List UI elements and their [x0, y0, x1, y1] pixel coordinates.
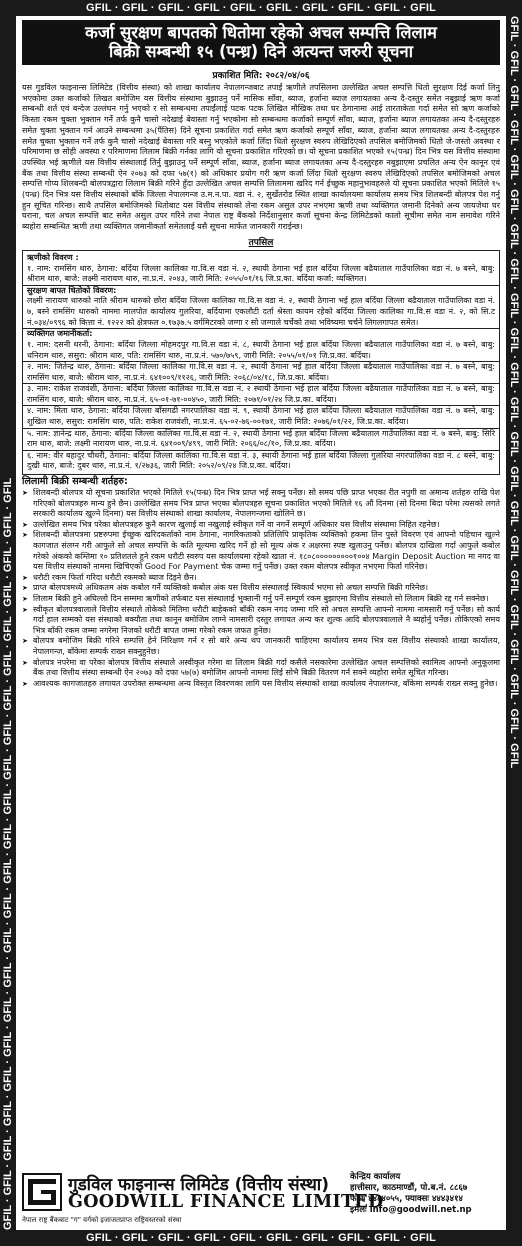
- intro-paragraph: यस गुडविल फाइनान्स लिमिटेड (वित्तीय संस्था) को शाखा कार्यालय नेपालगन्जबाट तपाईं ऋणीले तपसिलमा उल्लेखित अचल सम्पत्ति धितो सुरक्षण दिई कर्जा लिनु भएकोमा उक्त कर्जाको लिखत बमोजिम यस वित्तीय संस्थामा बुझाउनु पर्ने मासिक साँवा, ब्याज, हर्जाना ब्याज लगायतका अन्य दै-दस्तुर समेत नबुझाई ऋण कर्जा सम्बन्धी शर्त एवं बन्देज उल्लंघन गर्नु भएको र सो सम्बन्धमा तपाईंलाई पटक पटक लिखित मौखिक तथा घर ठेगानामा आई तारताकेता गर्दा समेत सो ऋण कर्जाको किस्ता रकम चुक्ता भुक्तान गर्ने तर्फ कुनै चासो नदेखाई बेवास्ता गर्नु भएकोमा सो सम्बन्धमा कर्जाको सम्पूर्ण साँवा, ब्याज, हर्जाना ब्याज लगायतका अन्य दै-दस्तुरहरु समेत चुक्ता भुक्तान गर्न आउने सम्बन्धमा ३५(पैंतिस) दिने सूचना प्रकाशित गर्दा समेत ऋण कर्जाको सम्पूर्ण साँवा, ब्याज, हर्जाना ब्याज लगायतका अन्य दै-दस्तुरहरु समेत चुक्ता भुक्तान गर्ने तर्फ कुनै चासो नदेखाई बेवास्ता गरि बस्नु भएकोले कर्जा लिँदा धितो सुरक्षण स्वरुप लेखिदिएको तपसिल बमोजिमको धितो जे-जस्तो अवस्था र परिमाणमा छ सोही अवस्था र परिमाणमा लिलाम बिक्री गर्नका लागि यो सूचना प्रकाशित गरिएको छ। यो सूचना प्रकाशित भएको १५(पन्ध्र) दिन भित्र यस वित्तीय संस्थामा उपस्थित भई ऋणीले यस वित्तीय संस्थालाई तिर्नु बुझाउनु पर्ने सम्पूर्ण साँवा, ब्याज, हर्जाना ब्याज लगायतका अन्य दै-दस्तुरहरु नबुझाएमा प्रचलित अन्य ऐन कानून एवं बैंक तथा वित्तीय संस्था सम्बन्धी ऐन २०७३ को दफा ५७(१) को अधिकार प्रयोग गरी ऋण कर्जा लिँदा धितो सुरक्षण स्वरुप लेखिदिएको तपसिल बमोजिमको अचल सम्पत्ति गोप्य शिलबन्दी बोलपत्रद्वारा लिलाम बिक्री गरिने हुँदा उल्लेखित अचल सम्पत्ति लिलाममा खरिद गर्न ईच्छुक महानुभावहरुले यो सूचना प्रकाशित भएको मितिले १५ (पन्ध्र) दिन भित्र यस वित्तीय संस्थाको बाँके जिल्ला नेपालगन्ज उ.म.न.पा. वडा नं. २, सुर्खेतरोड स्थित शाखा कार्यालयमा कार्यालय समय भित्र शिलबन्दी बोलपत्र पेश गर्नु हुन सूचित गरिन्छ। साथै तपसिल बमोजिमको धितोबाट यस वित्तीय संस्थाको लेना रकम असुल उपर नभएमा ऋणी तथा व्यक्तिगत जमानी दिनेको अन्य जायजेथा घर घराना, चल अचल सम्पत्ति बाट समेत असुल उपर गरिने तथा नेपाल राष्ट्र बैंकको निर्देशानुसार कर्जा सूचना केन्द्र लिमिटेडको कालो सूचीमा समेत नाम समावेश गरिने ब्यहोरा सम्बन्धित ऋणी तथा व्यक्तिगत जमानीकर्ता समेतलाई यसै सूचना मार्फत जानकारी गराईन्छ।: [22, 83, 500, 232]
- guarantor-item: ३. नाम: राकेश राजवंशी, ठेगाना: बर्दिया जिल्ला कालिका गा.वि.स वडा नं. २ स्थायी ठेगाना भई हाल बर्दिया जिल्ला बढैयाताल गाउँपालिका वडा नं. ७ बस्ने, बाबु: रामसिंग थारु, बाजे: श्रीराम थारु, ना.प्र.नं. ६५-०१-७१-००४५०, जारी मिति: २०७१/०१/२४ जि.प्र.का. बर्दिया।: [27, 384, 495, 404]
- details-box: [22, 250, 500, 475]
- office-title: केन्द्रिय कार्यालय: [350, 1172, 401, 1182]
- term-item: ➤ धरौटी रकम फिर्ता गरिदा धरौटी रकमको ब्याज दिइने छैन।: [22, 573, 500, 584]
- company-logo-icon: [22, 1173, 62, 1211]
- notice-headline: [22, 20, 500, 65]
- border-left-text: GFIL · GFIL · GFIL · GFIL · GFIL · GFIL · GFIL · GFIL · GFIL · GFIL · GFIL · GFIL · GFIL · GFIL · GFIL · GFIL · GFIL · GFIL · GFIL · GFIL · GFIL · GFIL: [2, 477, 14, 1230]
- footer: [22, 1170, 500, 1226]
- terms-list: [22, 488, 500, 689]
- borrower-detail: १. नाम: रामसिंग थारु, ठेगाना: बर्दिया जिल्ला कालिका गा.वि.स वडा नं. २, स्थायी ठेगाना भई हाल बर्दिया जिल्ला बढैयाताल गाउँपालिका वडा नं. ७ बस्ने, बाबु: श्रीराम थारु, बाजे: लक्ष्मी नारायण थारु, ना.प्र.नं. २०४३, जारी मिति: २०५५/०१/१६ जि.प्र.का. बर्दिया कर्जा: व्यक्तिगत।: [27, 263, 495, 284]
- border-top: GFIL · GFIL · GFIL · GFIL · GFIL · GFIL · GFIL · GFIL · GFIL · GFIL: [85, 2, 437, 14]
- border-bottom: GFIL · GFIL · GFIL · GFIL · GFIL · GFIL · GFIL · GFIL · GFIL · GFIL: [85, 1232, 437, 1244]
- guarantor-item: १. नाम: दसनी थरनी, ठेगाना: बर्दिया जिल्ला मोहमदपुर गा.वि.स वडा नं. ८, स्थायी ठेगाना भई हाल बर्दिया जिल्ला बढैयाताल गाउँपालिका वडा नं. ७ बस्ने, बाबु: धनिराम थारु, ससुरा: श्रीराम थारु, पति: रामसिंग थारु, ना.प्र.नं. ५७०/७५९, जारी मिति: २०५५/०१/०१ जि.प्र.का. बर्दिया।: [27, 339, 495, 360]
- term-item: ➤ शिलबन्दी बोलपत्रमा प्रष्टरुपमा ईच्छुक खरिदकर्ताको नाम ठेगाना, नागरिकताको प्रतिलिपि प्राकृतिक व्यक्तिको हकमा तिन पुस्ते विवरण एवं आफ्नो पहिचान खुल्ने कागजात संलग्न गरी आफुले सो अचल सम्पत्ति के कति मूल्यमा खरिद गर्ने हो सो मूल्य अंक र अक्षरमा स्पष्ट खुलाउनु पर्नेछ। बोलपत्र दाखिला गर्दा आफुले कबोल गरेको अंकको कम्तिमा १० प्रतिशतले हुने रकम धरौटी स्वरुप यस कार्यालयमा रहेको खाता नं. १८०८०००००००००१००४ Margin Deposit Auction मा नगद वा यस वित्तीय संस्थाको नाममा खिचिएको Good For Payment चेक जम्मा गर्नु पर्नेछ। उक्त रकम बोलपत्र स्वीकृत नभएमा फिर्ता गरिनेछ।: [22, 530, 500, 572]
- guarantors-heading: व्यक्तिगत जमानीकर्ता:: [27, 329, 93, 339]
- collateral-heading: सुरक्षण बापत धितोको विवरण:: [27, 285, 117, 295]
- border-right-text: GFIL · GFIL · GFIL · GFIL · GFIL · GFIL · GFIL · GFIL · GFIL · GFIL · GFIL · GFIL · GFIL · GFIL · GFIL · GFIL · GFIL · GFIL · GFIL · GFIL · GFIL · GFIL: [508, 16, 520, 769]
- notice-body: [16, 16, 506, 1230]
- publish-date: प्रकाशित मिति: २०८२/०४/०६: [212, 71, 310, 81]
- term-item: ➤ उल्लेखित समय भित्र परेका बोलपत्रहरु कुनै कारण खुलाई वा नखुलाई स्वीकृत गर्ने वा नगर्ने सम्पूर्ण अधिकार यस वित्तीय संस्थामा निहित रहनेछ।: [22, 520, 500, 531]
- borrower-heading: ऋणीको विवरण :: [27, 252, 79, 262]
- guarantor-item: ४. नाम: मिता थारु, ठेगाना: बर्दिया जिल्ला बाँसगढी नगरपालिका वडा नं. ९, स्थायी ठेगाना भई हाल बर्दिया जिल्ला बढैयाताल गाउँपालिका वडा नं. ७ बस्ने, बाबु: शुखिल थारु, ससुरा: रामसिंग थारु, पति: राकेश राजवंशी, ना.प्र.नं. ६५-०२-७६-००१७१, जारी मिति: २०७६/०१/२२, जि.प्र.का. बर्दिया।: [27, 406, 495, 427]
- office-email[interactable]: इमेलः info@goodwill.net.np: [350, 1205, 472, 1215]
- license-line: नेपाल राष्ट्र बैंकबाट "ग" वर्गको इजाजतप्राप्त राष्ट्रियस्तरको संस्था: [22, 1216, 182, 1224]
- collateral-detail: लक्ष्मी नारायण थारुको नाति श्रीराम थारुको छोरा बर्दिया जिल्ला कालिका गा.वि.स वडा नं. २, स्थायी ठेगाना भई हाल बर्दिया जिल्ला बढैयाताल गाउँपालिका वडा नं. ७, बस्ने रामसिंग थारुको नाममा मालपोत कार्यालय गुलरिया, बर्दियामा एकलौटी दर्ता श्रेस्ता कायम रहेको बर्दिया जिल्ला कालिका गा.वि.स वडा नं. २, को सि.ट नं.०३४/०९९६ को कित्ता नं. १२२२ को क्षेत्रफल ०.१७३७.५ वर्गमिटरको जग्गा र सो जग्गाले चर्चेको तथा भविष्यमा चर्चने लिगलगापत समेत।: [27, 296, 495, 327]
- term-item: ➤ शिलबन्दी बोलपत्र यो सूचना प्रकाशित भएको मितिले १५(पन्ध्र) दिन भित्र प्राप्त भई सक्नु पर्नेछ। सो समय पछि प्राप्त भएका रीत नपुगी वा अमान्य शर्तहरु राखि पेश गरिएको बोलपत्रहरु मान्य हुने छैन। उल्लेखित समय भित्र प्राप्त भएका बोलपत्रहरु सूचना प्रकाशित भएको मितिले १६ औं दिनमा (सो दिनमा बिदा परेमा त्यसको लगते सरकारी कार्यालय खुल्ने दिनमा) यस वित्तीय संस्थाको शाखा कार्यालय, नेपालगन्जमा खोलिने छ।: [22, 488, 500, 520]
- guarantor-item: २. नाम: जितेन्द्र थारु, ठेगाना: बर्दिया जिल्ला कालिका गा.वि.स वडा नं. २, स्थायी ठेगाना भई हाल बर्दिया जिल्ला बढैयाताल गाउँपालिका वडा नं. ७ बस्ने, बाबु: रामसिंग थारु, बाजे: श्रीराम थारु, ना.प्र.नं. ६४१००९/११२६, जारी मिति: २०६८/०४/१८, जि.प्र.का. बर्दिया।: [27, 362, 495, 382]
- tapsil-heading: तपसिल: [248, 237, 274, 248]
- border-right: [506, 16, 522, 1230]
- guarantor-item: ६. नाम: वीर बहादुर चौधरी, ठेगाना: बर्दिया जिल्ला कालिका गा.वि.स वडा नं. ३, स्थायी ठेगाना भई हाल बर्दिया जिल्ला गुलरिया नगरपालिका वडा नं. ८ बस्ने, बाबु: दुखी थारु, बाजे: दुबर थारु, ना.प्र.नं. १/२७३६, जारी मिति: २०५२/०९/२४ जि.प्र.का. बर्दिया।: [27, 450, 495, 471]
- guarantor-item: ५. नाम: ज्ञानेन्द्र थारु, ठेगाना: बर्दिया जिल्ला कालिका गा.वि.स वडा नं. २, स्थायी ठेगाना भई हाल बर्दिया जिल्ला बढैयाताल गाउँपालिका वडा नं. ७ बस्ने, बाबु: सिरि राम थारु, बाजे: लक्ष्मी नारायण थारु, ना.प्र.नं. ६४१००९/४९९, जारी मिति: २०६६/०८/१०, जि.प्र.का. बर्दिया।: [27, 428, 495, 449]
- term-item: ➤ बोलपत्र बमोजिम बिक्री गरिने सम्पत्ति हेर्न निरिक्षण गर्न र सो बारे अन्य थप जानकारी चाहिएमा कार्यालय समय भित्र यस वित्तीय संस्थाको शाखा कार्यालय, नेपालगन्ज, बाँकेमा सम्पर्क राख्न सक्नुहुनेछ।: [22, 636, 500, 657]
- term-item: ➤ आवश्यक कागजातहरु लगायत उपरोक्त सम्बन्धमा अन्य विस्तृत विवरणका लागि यस वित्तीय संस्थाको शाखा कार्यालय नेपालगन्ज, बाँकेमा सम्पर्क राख्न सक्नु हुनेछ।: [22, 679, 500, 690]
- head-office-info: [350, 1172, 500, 1216]
- term-item: ➤ स्वीकृत बोलपत्रवालाले वित्तीय संस्थाले तोकेको मितिमा धरौटी बाहेकको बाँकी रकम नगद जम्मा गरि सो अचल सम्पत्ति आफ्नो नाममा नामसारी गर्नु पर्नेछ। सो कार्य गर्दा हाल सम्मको यस संस्थाको बक्यौता तथा कानून बमोजिम लाग्ने नामसारी दस्तुर लगायत अन्य कर शुल्क आदि बोलपत्रवालाले नै ब्यहोर्नु पर्नेछ। तोकिएको समय भित्र बाँकी रकम जम्मा नगरेमा निजको धरौटी बापत जम्मा गरेको रकम जफत हुनेछ।: [22, 605, 500, 637]
- headline-line-1: कर्जा सुरक्षण बापतको धितोमा रहेको अचल सम्पत्ति लिलाम: [85, 23, 437, 42]
- office-address: हात्तीसार, काठमाण्डौं, पो.ब.नं. ८८६७: [350, 1183, 468, 1193]
- company-name-nepali: गुडविल फाइनान्स लिमिटेड (वित्तीय संस्था): [68, 1175, 329, 1195]
- term-item: ➤ प्राप्त बोलपत्रमध्ये अधिकतम अंक कबोल गर्ने व्यक्तिको कबोल अंक यस वित्तीय संस्थालाई स्विकार्य भएमा सो अचल सम्पत्ति बिक्री गरिनेछ।: [22, 583, 500, 594]
- border-left: [0, 16, 16, 1230]
- office-phone: फोनः ४४८४०५५, फ्याक्सः ४४४३४१४: [350, 1194, 463, 1204]
- term-item: ➤ लिलाम बिक्री हुने अघिल्लो दिन सम्ममा ऋणीको तर्फबाट यस संस्थालाई भुक्तानी गर्नु पर्ने सम्पूर्ण रकम बुझाएमा वित्तीय संस्थाले सो लिलाम बिक्री रद्द गर्न सक्नेछ।: [22, 594, 500, 605]
- headline-line-2: बिक्री सम्बन्धी १५ (पन्ध्र) दिने अत्यन्त जरुरी सूचना: [109, 42, 413, 61]
- term-item: ➤ बोलपत्र नपरेमा वा परेका बोलपत्र वित्तीय संस्थाले अस्वीकृत गरेमा वा लिलाम बिक्री गर्दा कसैले नसकारेमा उल्लेखित अचल सम्पत्तिको स्वामित्व आफ्नो अनुकूलमा बैंक तथा वित्तीय संस्था सम्बन्धी ऐन २०७३ को दफा ५७(७) बमोजिम आफ्नो नाममा लिई सोभै बिक्री वितरण गर्न सक्ने व्यहोरा समेत सूचित गरिन्छ।: [22, 658, 500, 679]
- company-name-english: GOODWILL FINANCE LIMITED: [68, 1192, 384, 1212]
- terms-title: लिलामी बिक्री सम्बन्धी शर्तहरु:: [22, 476, 128, 488]
